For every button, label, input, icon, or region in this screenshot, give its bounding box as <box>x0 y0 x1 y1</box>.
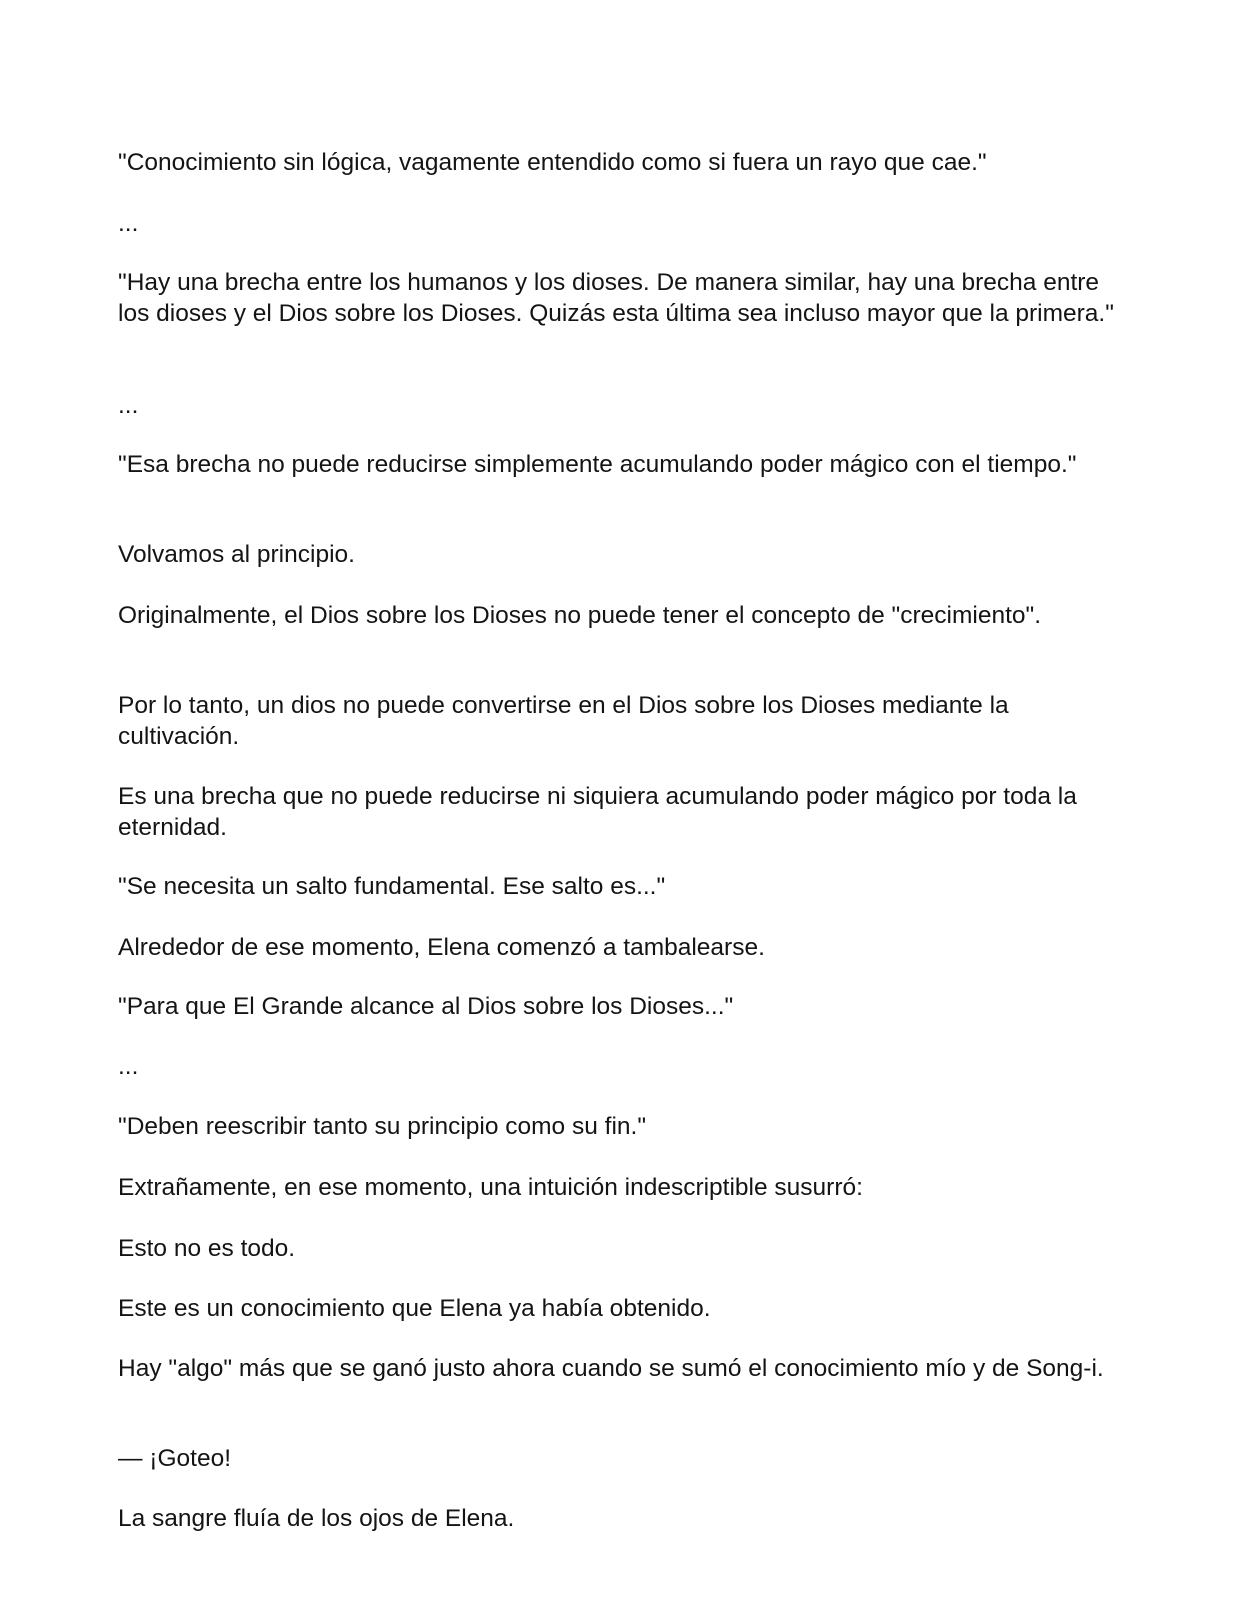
paragraph: "Conocimiento sin lógica, vagamente entendido como si fuera un rayo que cae." <box>118 149 987 176</box>
paragraph: Este es un conocimiento que Elena ya había obtenido. <box>118 1295 711 1322</box>
paragraph: — ¡Goteo! <box>118 1445 232 1472</box>
paragraph: Esto no es todo. <box>118 1235 296 1262</box>
paragraph: "Deben reescribir tanto su principio como su fin." <box>118 1113 647 1140</box>
paragraph: Hay "algo" más que se ganó justo ahora cuando se sumó el conocimiento mío y de Song-i. <box>118 1355 1104 1382</box>
paragraph: La sangre fluía de los ojos de Elena. <box>118 1505 515 1532</box>
paragraph: "Esa brecha no puede reducirse simplemente acumulando poder mágico con el tiempo." <box>118 451 1077 478</box>
paragraph: Alrededor de ese momento, Elena comenzó a tambalearse. <box>118 934 765 961</box>
paragraph: "Se necesita un salto fundamental. Ese salto es..." <box>118 873 666 900</box>
ellipsis-paragraph: ... <box>118 392 139 419</box>
ellipsis-paragraph: ... <box>118 210 139 237</box>
ellipsis-paragraph: ... <box>118 1053 139 1080</box>
paragraph: Extrañamente, en ese momento, una intuición indescriptible susurró: <box>118 1174 863 1201</box>
paragraph: "Para que El Grande alcance al Dios sobre los Dioses..." <box>118 993 734 1020</box>
paragraph: Volvamos al principio. <box>118 541 355 568</box>
paragraph: "Hay una brecha entre los humanos y los dioses. De manera similar, hay una brecha entre los dioses y el Dios sobre los Dioses. Quizás esta última sea incluso mayor que la primera." <box>118 269 1114 327</box>
paragraph: Por lo tanto, un dios no puede convertirse en el Dios sobre los Dioses mediante la cultivación. <box>118 692 1009 750</box>
paragraph: Es una brecha que no puede reducirse ni siquiera acumulando poder mágico por toda la eternidad. <box>118 783 1077 841</box>
paragraph: Originalmente, el Dios sobre los Dioses no puede tener el concepto de "crecimiento". <box>118 602 1042 629</box>
